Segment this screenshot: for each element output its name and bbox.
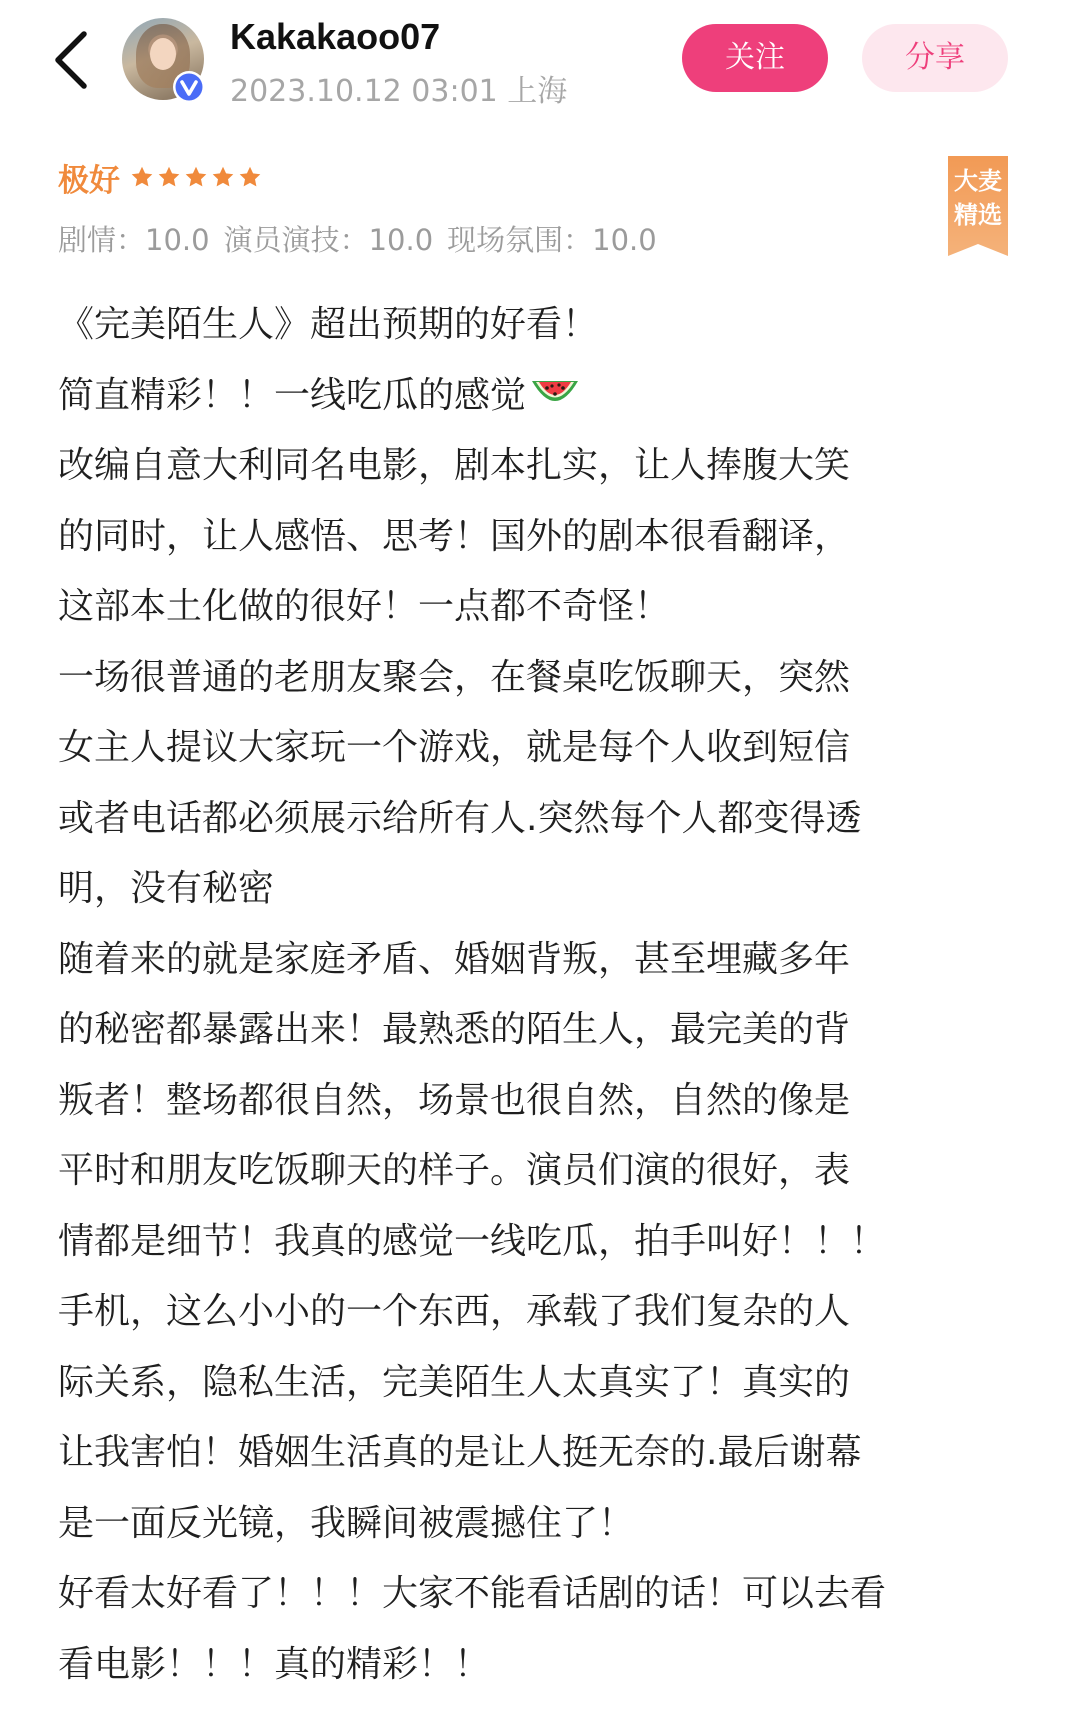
review-line [58, 643, 1003, 714]
review-line [58, 502, 1003, 573]
review-line-text: 女主人提议大家玩一个游戏，就是每个人收到短信 [58, 727, 851, 768]
score-plot: 剧情：10.0 [58, 223, 210, 257]
review-line-text: 这部本土化做的很好！一点都不奇怪！ [58, 586, 671, 627]
review-line-text: 际关系，隐私生活，完美陌生人太真实了！真实的 [58, 1361, 851, 1403]
review-line [58, 1277, 1003, 1348]
review-line-text: 或者电话都必须展示给所有人.突然每个人都变得透 [58, 797, 862, 839]
review-text [58, 290, 1003, 1700]
review-line-text: 叛者！整场都很自然，场景也很自然，自然的像是 [58, 1079, 851, 1121]
review-line-text: 的秘密都暴露出来！最熟悉的陌生人，最完美的背 [58, 1009, 851, 1050]
review-line [58, 1489, 1003, 1560]
review-line [58, 854, 1003, 925]
review-line [58, 1348, 1003, 1419]
review-line [58, 361, 1003, 432]
review-line [58, 1418, 1003, 1489]
review-line-text: 明，没有秘密 [58, 868, 275, 909]
username[interactable]: Kakakaoo07 [230, 16, 441, 57]
star-icon [211, 165, 235, 189]
review-line [58, 290, 1003, 361]
share-button[interactable]: 分享 [862, 24, 1008, 92]
score-atmosphere: 现场氛围：10.0 [447, 223, 657, 257]
review-line [58, 1630, 1003, 1701]
review-line-text: 随着来的就是家庭矛盾、婚姻背叛，甚至埋藏多年 [58, 938, 851, 980]
review-line-text: 简直精彩！！一线吃瓜的感觉 [58, 374, 527, 416]
review-line-text: 好看太好看了！！！大家不能看话剧的话！可以去看 [58, 1573, 887, 1614]
damai-pick-badge [948, 156, 1008, 256]
rating-row [58, 156, 265, 198]
review-line-text: 平时和朋友吃饭聊天的样子。演员们演的很好，表 [58, 1150, 851, 1191]
review-line-text: 手机，这么小小的一个东西，承载了我们复杂的人 [58, 1291, 851, 1332]
review-line [58, 1066, 1003, 1137]
review-header [0, 0, 1080, 120]
review-line [58, 995, 1003, 1066]
watermelon-icon [530, 375, 580, 411]
chevron-left-icon [48, 26, 96, 94]
review-line [58, 431, 1003, 502]
avatar[interactable] [122, 18, 204, 100]
review-line [58, 784, 1003, 855]
review-line-text: 是一面反光镜，我瞬间被震撼住了！ [58, 1502, 635, 1544]
back-button[interactable] [48, 26, 96, 94]
review-line-text: 情都是细节！我真的感觉一线吃瓜，拍手叫好！！！ [58, 1220, 887, 1262]
review-line-text: 让我害怕！婚姻生活真的是让人挺无奈的.最后谢幕 [58, 1432, 862, 1473]
star-icon [184, 165, 208, 189]
review-line [58, 1136, 1003, 1207]
score-breakdown [58, 218, 657, 259]
review-line-text: 的同时，让人感悟、思考！国外的剧本很看翻译， [58, 515, 851, 557]
star-icon [238, 165, 262, 189]
badge-line-2: 精选 [954, 201, 1002, 229]
post-timestamp-location: 2023.10.12 03:01 上海 [230, 74, 568, 109]
review-line-text: 《完美陌生人》超出预期的好看！ [58, 304, 599, 345]
review-line [58, 572, 1003, 643]
review-line-text: 一场很普通的老朋友聚会，在餐桌吃饭聊天，突然 [58, 656, 851, 698]
star-rating [130, 165, 265, 189]
review-line-text: 看电影！！！真的精彩！！ [58, 1643, 491, 1685]
score-acting: 演员演技：10.0 [223, 223, 434, 257]
star-icon [157, 165, 181, 189]
review-line [58, 1207, 1003, 1278]
review-line-text: 改编自意大利同名电影，剧本扎实，让人捧腹大笑 [58, 445, 851, 486]
rating-label: 极好 [58, 162, 120, 199]
badge-line-1: 大麦 [954, 167, 1002, 195]
review-line [58, 713, 1003, 784]
review-line [58, 1559, 1003, 1630]
verified-v-badge-icon [172, 70, 206, 104]
star-icon [130, 165, 154, 189]
follow-button[interactable]: 关注 [682, 24, 828, 92]
review-line [58, 925, 1003, 996]
